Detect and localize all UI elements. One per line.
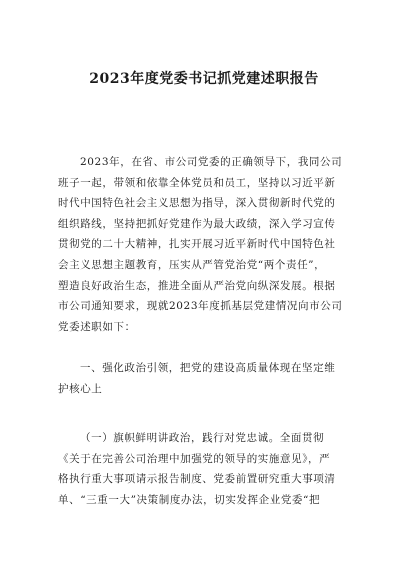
intro-line: 班子一起，带领和依靠全体党员和员工，坚持以习近平新 [58, 176, 336, 189]
intro-paragraph [58, 152, 352, 337]
document-title: 2023年度党委书记抓党建述职报告 [89, 71, 319, 87]
paragraph-one [58, 428, 352, 510]
intro-line: 贯彻党的二十大精神，扎实开展习近平新时代中国特色社 [58, 238, 336, 251]
intro-line: 会主义思想主题教育，压实从严管党治党“两个责任”， [58, 258, 326, 271]
section-heading-line: 护核心上 [58, 382, 103, 395]
intro-line: 组织路线，坚持把抓好党建作为最大政绩，深入学习宣传 [58, 217, 336, 230]
section-heading-one [58, 358, 352, 399]
intro-line: 2023年，在省、市公司党委的正确领导下，我同公司 [80, 156, 343, 168]
intro-line: 塑造良好政治生态，推进全面从严治党向纵深发展。根据 [58, 279, 336, 292]
paragraph-line: 格执行重大事项请示报告制度、党委前置研究重大事项清 [58, 473, 336, 486]
intro-line: 党委述职如下： [58, 320, 136, 333]
section-heading-line: 一、强化政治引领，把党的建设高质量体现在坚定维 [80, 362, 336, 374]
intro-line: 时代中国特色社会主义思想为指导，深入贯彻新时代党的 [58, 197, 336, 210]
paragraph-line: 《关于在完善公司治理中加强党的领导的实施意见》，严 [58, 452, 331, 465]
intro-line: 市公司通知要求，现就2023年度抓基层党建情况向市公司 [58, 300, 343, 313]
paragraph-line: （一）旗帜鲜明讲政治，践行对党忠诚。全面贯彻 [80, 432, 325, 444]
paragraph-line: 单、“三重一大”决策制度办法，切实发挥企业党委“把 [58, 493, 321, 506]
